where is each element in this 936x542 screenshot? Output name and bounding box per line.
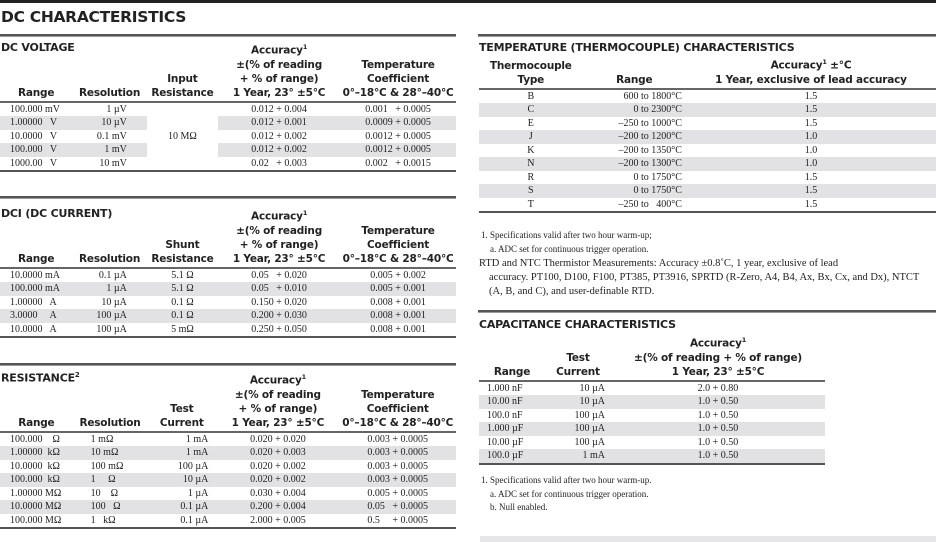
col-range: Range xyxy=(0,417,73,432)
dci-table xyxy=(0,207,456,338)
cell-accuracy: 1.0 + 0.50 xyxy=(611,449,825,464)
cell-accuracy: 1.0 + 0.50 xyxy=(611,395,825,409)
col-current-line1: Test xyxy=(566,351,590,364)
temp-line2: Coefficient xyxy=(367,238,430,251)
acc-line1: ±(% of reading xyxy=(236,224,323,237)
cell-shunt-resistance: 0.1 Ω xyxy=(171,296,194,308)
cell-range: 100.000 MΩ xyxy=(0,514,73,529)
cell-shunt-resistance: 0.1 Ω xyxy=(147,309,218,323)
rtd-paragraph xyxy=(479,257,936,299)
thermocouple-title: TEMPERATURE (THERMOCOUPLE) CHARACTERISTICS xyxy=(479,41,795,54)
cell-range: 0 to 1750°C xyxy=(633,171,682,183)
cell-temp-coefficient: 0.008 + 0.001 xyxy=(340,323,456,338)
cell-resolution: 1 mV xyxy=(72,143,146,157)
cell-type: J xyxy=(479,130,583,144)
cell-accuracy: 1.0 + 0.50 xyxy=(611,422,825,436)
accuracy-label: Accuracy xyxy=(249,374,302,387)
acc-line3: 1 Year, 23° ±5°C xyxy=(218,253,340,268)
accuracy-label: Accuracy xyxy=(251,44,303,57)
cell-accuracy: 0.012 + 0.001 xyxy=(218,116,340,130)
table-row xyxy=(0,514,456,529)
table-row xyxy=(479,436,825,450)
cell-temp-coefficient: 0.5 + 0.0005 xyxy=(339,514,456,529)
footnote-ref: 1 xyxy=(741,336,747,344)
cell-range: 10.0000 mA xyxy=(10,269,60,281)
col-test-current: Current xyxy=(147,417,216,432)
cell-range: –250 to 400°C xyxy=(583,198,686,213)
col-shunt-resistance: Resistance xyxy=(147,253,218,268)
cell-range: 0 to 2300°C xyxy=(583,103,686,117)
capacitance-notes xyxy=(479,474,651,515)
cell-temp-coefficient: 0.003 + 0.0005 xyxy=(367,433,429,445)
cell-resolution: 10 mV xyxy=(72,157,146,172)
cell-range: –250 to 1000°C xyxy=(618,117,682,129)
col-type-line1: Thermocouple xyxy=(489,59,572,72)
cell-type: B xyxy=(527,90,535,102)
table-row xyxy=(0,268,456,283)
cell-shunt-resistance: 5.1 Ω xyxy=(171,269,194,281)
cell-temp-coefficient: 0.003 + 0.0005 xyxy=(339,473,456,487)
cell-test-current: 0.1 µA xyxy=(147,500,216,514)
table-row xyxy=(0,487,456,501)
cell-accuracy: 1.0 xyxy=(804,144,818,156)
cell-accuracy: 0.012 + 0.002 xyxy=(251,130,307,142)
cell-resolution: 10 Ω xyxy=(90,487,119,499)
table-row xyxy=(479,395,825,409)
table-row xyxy=(479,171,936,185)
col-type-line2: Type xyxy=(479,74,583,89)
rtd-line-2: accuracy. PT100, D100, F100, PT385, PT3916, SPRTD (R-Zero, A4, B4, Ax, Bx, Cx, and Dx), NTCT xyxy=(489,272,920,283)
col3-line1: Shunt xyxy=(165,238,200,251)
cell-range: 1.00000 A xyxy=(10,296,57,308)
note-1: 1. Specifications valid after two hour warm-up; xyxy=(481,230,652,240)
col-resolution: Resolution xyxy=(73,417,148,432)
cell-type: T xyxy=(479,198,583,213)
cell-range: 100.000 V xyxy=(0,143,72,157)
footnote-ref: 1 xyxy=(302,43,308,51)
cell-temp-coefficient: 0.005 + 0.002 xyxy=(370,269,426,281)
cell-test-current: 1 mA xyxy=(147,446,216,460)
accuracy-label: Accuracy xyxy=(770,59,823,72)
cell-temp-coefficient: 0.05 + 0.0005 xyxy=(339,500,456,514)
temp-line3: 0°–18°C & 28°–40°C xyxy=(339,417,456,432)
temp-line1: Temperature xyxy=(361,58,435,71)
table-row xyxy=(0,473,456,487)
col-accuracy-line1 xyxy=(686,56,936,74)
cell-test-current: 100 µA xyxy=(545,422,611,436)
rtd-line-3: (A, B, and C), and user-definable RTD. xyxy=(489,286,655,297)
cell-resolution: 0.1 µA xyxy=(98,269,127,281)
cell-temp-coefficient: 0.008 + 0.001 xyxy=(370,296,426,308)
cell-temp-coefficient: 0.002 + 0.0015 xyxy=(340,157,456,172)
cell-accuracy: 2.000 + 0.005 xyxy=(216,514,339,529)
cell-accuracy: 0.020 + 0.003 xyxy=(216,446,339,460)
cell-shunt-resistance: 5.1 Ω xyxy=(147,282,218,296)
acc-line2: + % of range) xyxy=(239,72,319,85)
accuracy-unit: ±°C xyxy=(826,59,852,72)
cell-test-current: 10 µA xyxy=(579,382,605,394)
acc-line2: + % of range) xyxy=(239,238,319,251)
cell-range: 100.0 µF xyxy=(479,449,545,464)
cell-test-current: 100 µA xyxy=(574,409,605,421)
cell-resolution: 1 µV xyxy=(106,103,127,115)
capacitance-table xyxy=(479,334,825,465)
cell-accuracy: 1.5 xyxy=(686,184,936,198)
cell-accuracy: 1.5 xyxy=(686,198,936,213)
table-row xyxy=(479,157,936,171)
table-row xyxy=(479,198,936,213)
col-range: Range xyxy=(583,74,686,89)
acc-line2: + % of range) xyxy=(238,402,318,415)
cell-accuracy: 1.5 xyxy=(686,103,936,117)
cell-range: 100.000 mA xyxy=(0,282,72,296)
cell-temp-coefficient: 0.005 + 0.0005 xyxy=(367,487,429,499)
cell-accuracy: 2.0 + 0.80 xyxy=(697,382,739,394)
footnote-ref: 1 xyxy=(302,209,308,217)
cell-resolution: 10 µA xyxy=(101,296,127,308)
cell-type: C xyxy=(479,103,583,117)
col-accuracy-line3: 1 Year, 23° ±5°C xyxy=(611,366,825,381)
cell-range: 100.000 mV xyxy=(10,103,60,115)
cell-accuracy: 0.020 + 0.002 xyxy=(216,473,339,487)
temp-line1: Temperature xyxy=(361,224,435,237)
cell-accuracy: 1.5 xyxy=(804,171,818,183)
cell-accuracy: 0.012 + 0.004 xyxy=(251,103,307,115)
col-resolution: Resolution xyxy=(72,87,146,102)
cell-accuracy: 0.05 + 0.020 xyxy=(251,269,307,281)
cell-accuracy: 0.200 + 0.004 xyxy=(216,500,339,514)
cell-test-current: 10 µA xyxy=(545,395,611,409)
note-b: b. Null enabled. xyxy=(490,502,548,512)
cell-shunt-resistance: 5 mΩ xyxy=(147,323,218,338)
cell-range: –200 to 1350°C xyxy=(618,144,682,156)
resistance-table xyxy=(0,371,456,529)
cell-test-current: 0.1 µA xyxy=(147,514,216,529)
cell-accuracy: 1.0 + 0.50 xyxy=(697,436,739,448)
cell-test-current: 1 mA xyxy=(185,433,209,445)
thermocouple-table xyxy=(479,56,936,213)
col-range: Range xyxy=(479,366,545,381)
col-range: Range xyxy=(0,253,72,268)
col-accuracy-line2: 1 Year, exclusive of lead accuracy xyxy=(686,74,936,89)
table-row xyxy=(479,449,825,464)
cell-range: –200 to 1300°C xyxy=(583,157,686,171)
temp-line2: Coefficient xyxy=(366,402,429,415)
cell-resolution: 1 Ω xyxy=(73,473,148,487)
table-row xyxy=(0,309,456,323)
cell-resolution: 1 mΩ xyxy=(90,433,114,445)
table-row xyxy=(0,130,456,144)
cell-resolution: 10 µV xyxy=(72,116,146,130)
cell-range: 10.00 nF xyxy=(479,395,545,409)
note-a: a. ADC set for continuous trigger operation. xyxy=(490,488,649,499)
dc-voltage-table xyxy=(0,41,456,172)
acc-line3: 1 Year, 23° ±5°C xyxy=(218,87,340,102)
col-resolution: Resolution xyxy=(72,253,146,268)
cell-resolution: 100 mΩ xyxy=(90,460,124,472)
note-a: a. ADC set for continuous trigger operation. xyxy=(490,243,649,254)
cell-range: 10.0000 kΩ xyxy=(10,460,60,472)
cell-range: 1.00000 kΩ xyxy=(0,446,73,460)
table-row xyxy=(0,102,456,117)
table-row xyxy=(0,446,456,460)
cell-accuracy: 0.200 + 0.030 xyxy=(218,309,340,323)
table-row xyxy=(0,323,456,338)
cell-range: 3.0000 A xyxy=(0,309,72,323)
cell-test-current: 10 µA xyxy=(147,473,216,487)
cell-accuracy: 0.020 + 0.002 xyxy=(250,460,306,472)
cell-range: 100.0 nF xyxy=(487,409,523,421)
divider xyxy=(0,196,456,199)
cell-accuracy: 0.02 + 0.003 xyxy=(218,157,340,172)
col3-line1: Test xyxy=(170,402,194,415)
cell-test-current: 100 µA xyxy=(177,460,209,472)
cell-accuracy: 0.020 + 0.020 xyxy=(250,433,306,445)
table-row xyxy=(0,157,456,172)
note-1: 1. Specifications valid after two hour warm-up. xyxy=(481,475,652,485)
table-row xyxy=(479,422,825,436)
resistance-title-text: RESISTANCE xyxy=(1,371,75,385)
col3-line1: Input xyxy=(167,72,198,85)
cell-resolution: 0.1 mV xyxy=(96,130,127,142)
table-row xyxy=(0,143,456,157)
capacitance-title: CAPACITANCE CHARACTERISTICS xyxy=(479,318,676,331)
table-row xyxy=(0,296,456,310)
cell-type: N xyxy=(479,157,583,171)
table-row xyxy=(479,381,825,396)
cell-range: 1.000 nF xyxy=(487,382,523,394)
temp-line3: 0°–18°C & 28°–40°C xyxy=(340,87,456,102)
cell-accuracy: 1.0 xyxy=(686,130,936,144)
cell-range: 1.00000 MΩ xyxy=(10,487,62,499)
cell-range: 100.000 kΩ xyxy=(0,473,73,487)
rtd-line-1: RTD and NTC Thermistor Measurements: Accuracy ±0.8˚C, 1 year, exclusive of lead xyxy=(479,258,839,269)
cell-test-current: 1 µA xyxy=(187,487,209,499)
acc-line1: ±(% of reading xyxy=(236,58,323,71)
cell-temp-coefficient: 0.008 + 0.001 xyxy=(340,309,456,323)
footnote-ref: 2 xyxy=(74,371,80,379)
cell-type: K xyxy=(527,144,535,156)
col-range: Range xyxy=(0,87,72,102)
cell-temp-coefficient: 0.0012 + 0.0005 xyxy=(365,130,431,142)
footnote-ref: 1 xyxy=(301,373,306,381)
cell-input-resistance: 10 MΩ xyxy=(147,102,218,172)
cell-accuracy: 0.250 + 0.050 xyxy=(218,323,340,338)
temp-line2: Coefficient xyxy=(367,72,430,85)
table-row xyxy=(0,116,456,130)
acc-line3: 1 Year, 23° ±5°C xyxy=(216,417,339,432)
footnote-ref: 1 xyxy=(822,58,827,66)
table-row xyxy=(0,432,456,447)
divider xyxy=(0,363,456,366)
col-accuracy-line2: ±(% of reading + % of range) xyxy=(634,351,802,364)
cell-range: 10.0000 MΩ xyxy=(0,500,73,514)
cell-range: 1.00000 V xyxy=(0,116,72,130)
cell-accuracy: 1.0 + 0.50 xyxy=(697,409,739,421)
cell-temp-coefficient: 0.0012 + 0.0005 xyxy=(340,143,456,157)
cell-accuracy: 0.030 + 0.004 xyxy=(250,487,306,499)
cell-accuracy: 1.0 xyxy=(686,157,936,171)
cell-accuracy: 0.05 + 0.010 xyxy=(218,282,340,296)
cell-temp-coefficient: 0.001 + 0.0005 xyxy=(365,103,431,115)
table-row xyxy=(479,130,936,144)
table-row xyxy=(479,89,936,104)
temp-line1: Temperature xyxy=(361,388,435,401)
divider xyxy=(478,310,936,313)
cell-resolution: 100 µA xyxy=(72,309,146,323)
cell-test-current: 100 µA xyxy=(574,436,605,448)
cell-range: 1.000 µF xyxy=(479,422,545,436)
cell-type: R xyxy=(527,171,535,183)
divider xyxy=(478,34,936,37)
cell-range: 10.0000 V xyxy=(10,130,58,142)
table-row xyxy=(0,460,456,474)
table-row xyxy=(479,409,825,423)
dc-voltage-title: DC VOLTAGE xyxy=(1,41,75,54)
cell-range: 1000.00 V xyxy=(0,157,72,172)
cell-temp-coefficient: 0.005 + 0.001 xyxy=(340,282,456,296)
cell-accuracy: 0.012 + 0.002 xyxy=(218,143,340,157)
table-row xyxy=(479,103,936,117)
acc-line1: ±(% of reading xyxy=(234,388,321,401)
cell-temp-coefficient: 0.003 + 0.0005 xyxy=(339,446,456,460)
cell-resolution: 100 Ω xyxy=(73,500,148,514)
cell-resolution: 1 µA xyxy=(72,282,146,296)
table-row xyxy=(479,144,936,158)
page-title: DC CHARACTERISTICS xyxy=(1,8,187,26)
footer-band xyxy=(480,536,936,542)
cell-test-current: 1 mA xyxy=(545,449,611,464)
cell-resolution: 1 kΩ xyxy=(73,514,148,529)
cell-type: E xyxy=(527,117,534,129)
divider xyxy=(0,34,456,37)
cell-range: 10.00 µF xyxy=(487,436,524,448)
accuracy-label: Accuracy xyxy=(689,337,742,350)
table-row xyxy=(0,500,456,514)
cell-temp-coefficient: 0.003 + 0.0005 xyxy=(367,460,429,472)
table-row xyxy=(0,282,456,296)
cell-resolution: 100 µA xyxy=(72,323,146,338)
temp-line3: 0°–18°C & 28°–40°C xyxy=(340,253,456,268)
cell-accuracy: 1.5 xyxy=(804,90,818,102)
cell-range: 100.000 Ω xyxy=(10,433,60,445)
table-row xyxy=(479,184,936,198)
dci-title: DCI (DC CURRENT) xyxy=(1,207,113,220)
top-bar xyxy=(0,0,936,3)
table-row xyxy=(479,117,936,131)
col-accuracy-line1 xyxy=(611,334,825,352)
cell-range: 600 to 1800°C xyxy=(623,90,682,102)
cell-range: –200 to 1200°C xyxy=(583,130,686,144)
cell-range: 10.0000 A xyxy=(0,323,72,338)
col-input-resistance: Resistance xyxy=(147,87,218,102)
cell-accuracy: 1.5 xyxy=(804,117,818,129)
col-current-line2: Current xyxy=(545,366,611,381)
cell-range: 0 to 1750°C xyxy=(583,184,686,198)
cell-accuracy: 0.150 + 0.020 xyxy=(251,296,307,308)
accuracy-label: Accuracy xyxy=(251,210,303,223)
cell-temp-coefficient: 0.0009 + 0.0005 xyxy=(340,116,456,130)
thermocouple-notes xyxy=(479,229,652,256)
cell-resolution: 10 mΩ xyxy=(73,446,148,460)
cell-type: S xyxy=(479,184,583,198)
